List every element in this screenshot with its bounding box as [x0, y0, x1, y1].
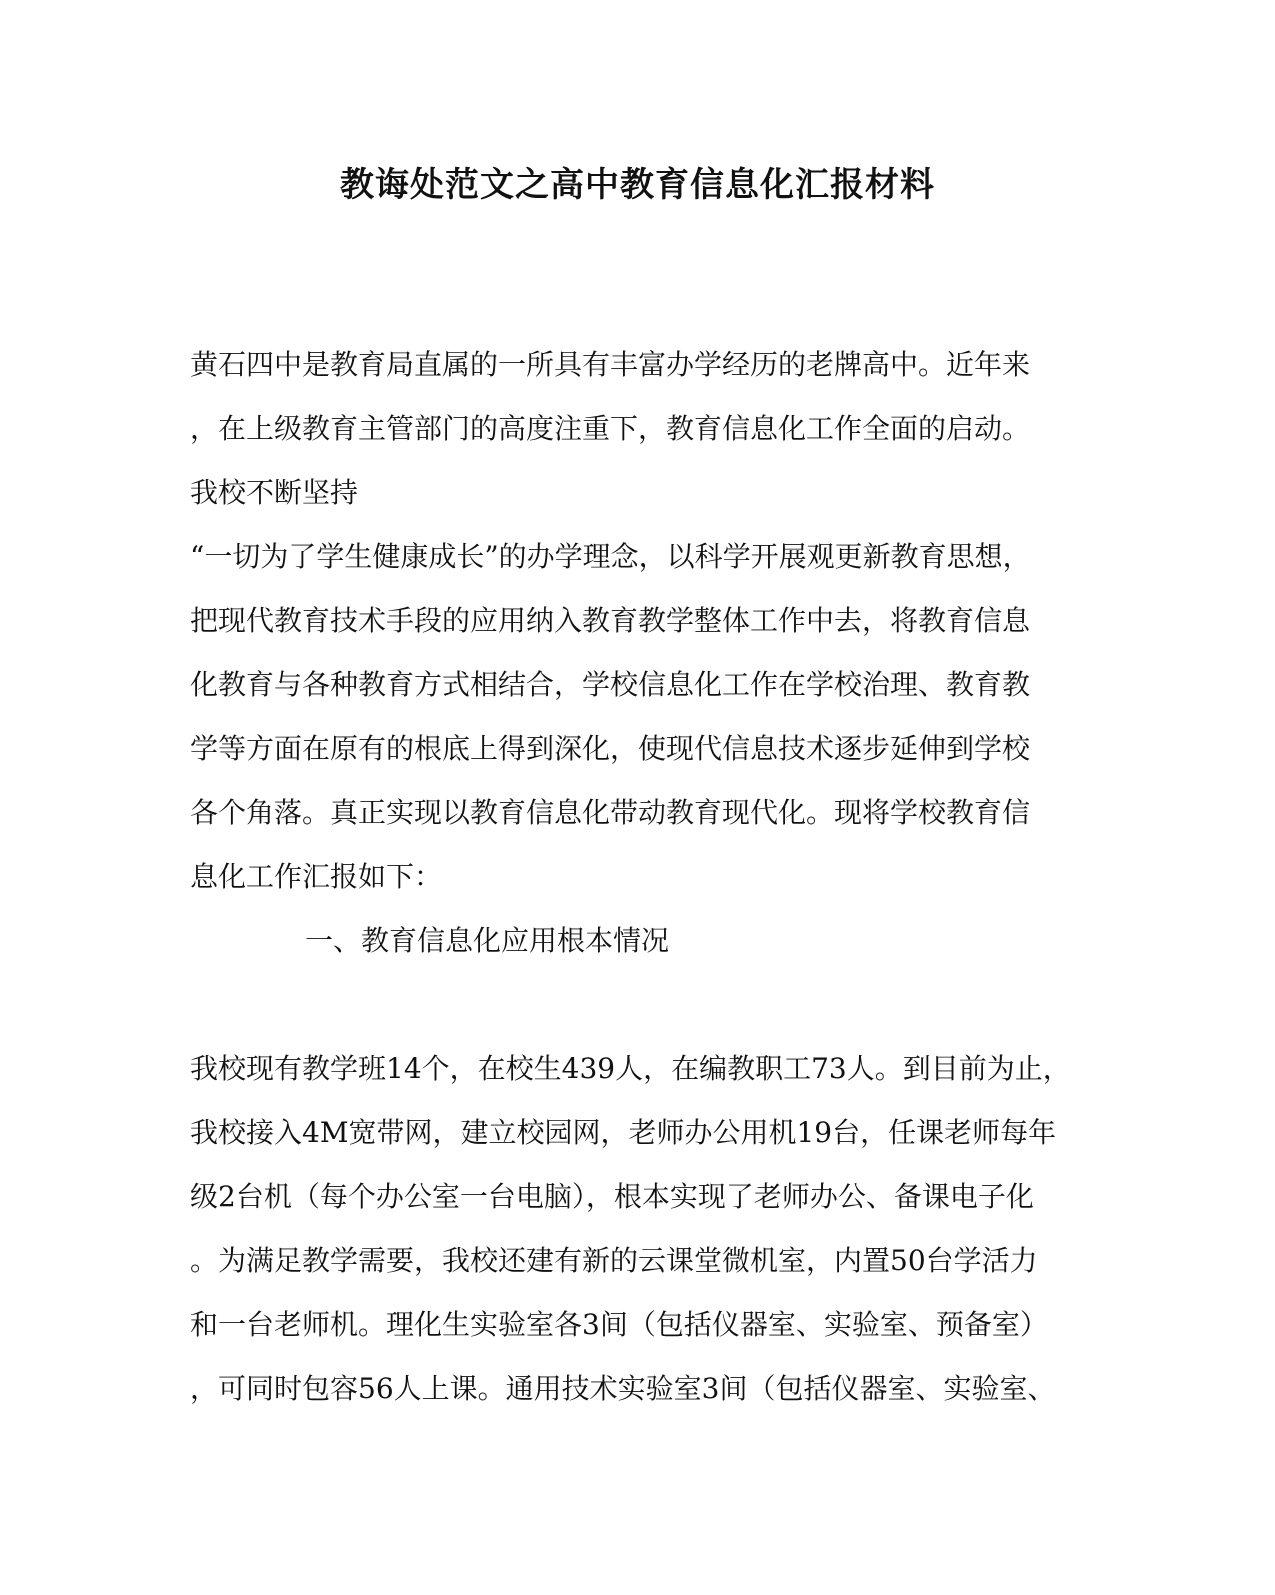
paragraph1-line-5: 把现代教育技术手段的应用纳入教育教学整体工作中去，将教育信息	[190, 604, 1031, 637]
paragraph1-line-8: 各个角落。真正实现以教育信息化带动教育现代化。现将学校教育信	[190, 796, 1031, 829]
paragraph2-line-5: 和一台老师机。理化生实验室各3间（包括仪器室、实验室、预备室）	[190, 1308, 1048, 1341]
document-title: 教诲处范文之高中教育信息化汇报材料	[340, 165, 935, 205]
paragraph2-line-3: 级2台机（每个办公室一台电脑），根本实现了老师办公、备课电子化	[190, 1180, 1034, 1213]
paragraph1-line-9: 息化工作汇报如下：	[190, 860, 443, 893]
paragraph2-line-4: 。为满足教学需要，我校还建有新的云课堂微机室，内置50台学活力	[190, 1244, 1038, 1277]
section-heading: 一、教育信息化应用根本情况	[305, 924, 670, 957]
paragraph1-line-3: 我校不断坚持	[190, 476, 359, 509]
paragraph1-line-4: “一切为了学生健康成长”的办学理念，以科学开展观更新教育思想，	[190, 540, 1031, 573]
paragraph1-line-1: 黄石四中是教育局直属的一所具有丰富办学经历的老牌高中。近年来	[190, 348, 1031, 381]
paragraph2-line-2: 我校接入4M宽带网，建立校园网，老师办公用机19台，任课老师每年	[190, 1116, 1057, 1149]
paragraph1-line-2: ，在上级教育主管部门的高度注重下，教育信息化工作全面的启动。	[190, 412, 1031, 445]
paragraph2-line-1: 我校现有教学班14个，在校生439人，在编教职工73人。到目前为止，	[190, 1052, 1071, 1085]
paragraph2-line-6: ，可同时包容56人上课。通用技术实验室3间（包括仪器室、实验室、	[190, 1372, 1056, 1405]
paragraph1-line-7: 学等方面在原有的根底上得到深化，使现代信息技术逐步延伸到学校	[190, 732, 1031, 765]
paragraph1-line-6: 化教育与各种教育方式相结合，学校信息化工作在学校治理、教育教	[190, 668, 1031, 701]
